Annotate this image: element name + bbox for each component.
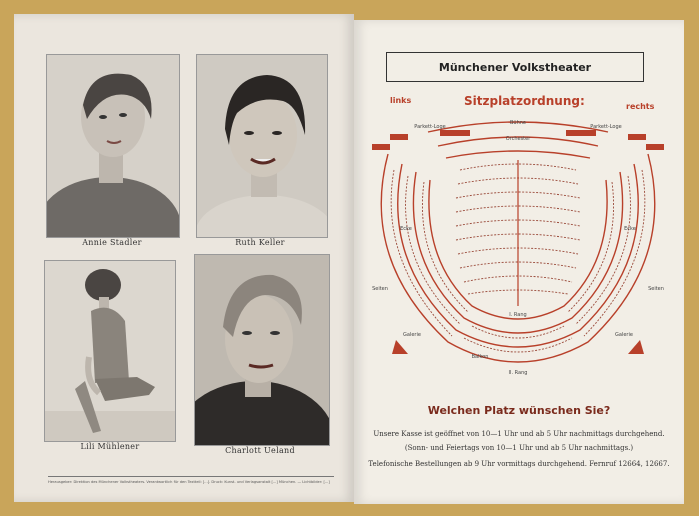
publisher-footnote: Herausgeber: Direktion des Münchener Volkstheaters. Verantwortlich für den Textteil: [...]. Druck: Kunst- und Verlagsanstalt [...] München. — Lichtbilder: [...]	[48, 476, 334, 484]
plan-label-seite-right: Seiten	[648, 286, 664, 292]
plan-label-ecke-right: Ecke	[624, 226, 636, 232]
portrait-photo-1	[46, 54, 180, 238]
phone-orders: Telefonische Bestellungen ab 9 Uhr vormittags durchgehend. Fernruf 12664, 12667.	[368, 460, 670, 468]
plan-label-buehne: Bühne	[509, 120, 527, 126]
plan-label-orchester: Orchester	[505, 136, 531, 142]
left-label: links	[390, 96, 412, 105]
portrait-photo-3	[44, 260, 176, 442]
right-label: rechts	[626, 102, 655, 111]
theatre-name-box	[386, 52, 644, 82]
portrait-caption-1: Annie Stadler	[82, 238, 142, 247]
plan-label-loge-right: Parkett-Loge	[590, 124, 622, 130]
portrait-caption-4: Charlott Ueland	[225, 446, 295, 455]
plan-label-galerie-left: Galerie	[403, 332, 421, 338]
portrait-photo-4	[194, 254, 330, 446]
portrait-caption-3: Lili Mühlener	[80, 442, 140, 451]
theatre-name: Münchener Volkstheater	[438, 60, 592, 74]
plan-label-rang: I. Rang	[509, 312, 527, 318]
right-page	[354, 20, 684, 504]
seating-plan	[368, 110, 668, 380]
plan-label-ecke-left: Ecke	[400, 226, 412, 232]
left-page	[14, 14, 354, 502]
plan-label-seite-left: Seiten	[372, 286, 388, 292]
portrait-photo-2	[196, 54, 328, 238]
box-office-hours: Unsere Kasse ist geöffnet von 10—1 Uhr und ab 5 Uhr nachmittags durchgehend.	[373, 430, 665, 438]
holiday-hours: (Sonn- und Feiertags von 10—1 Uhr und ab 5 Uhr nachmittags.)	[404, 444, 634, 452]
plan-label-galerie-right: Galerie	[615, 332, 633, 338]
portrait-caption-2: Ruth Keller	[235, 238, 285, 247]
seat-question: Welchen Platz wünschen Sie?	[427, 404, 611, 417]
plan-label-rang2: II. Rang	[508, 370, 528, 376]
plan-label-loge-left: Parkett-Loge	[414, 124, 446, 130]
seating-title: Sitzplatzordnung:	[464, 94, 585, 108]
plan-label-balkon: Balkon	[471, 354, 489, 360]
